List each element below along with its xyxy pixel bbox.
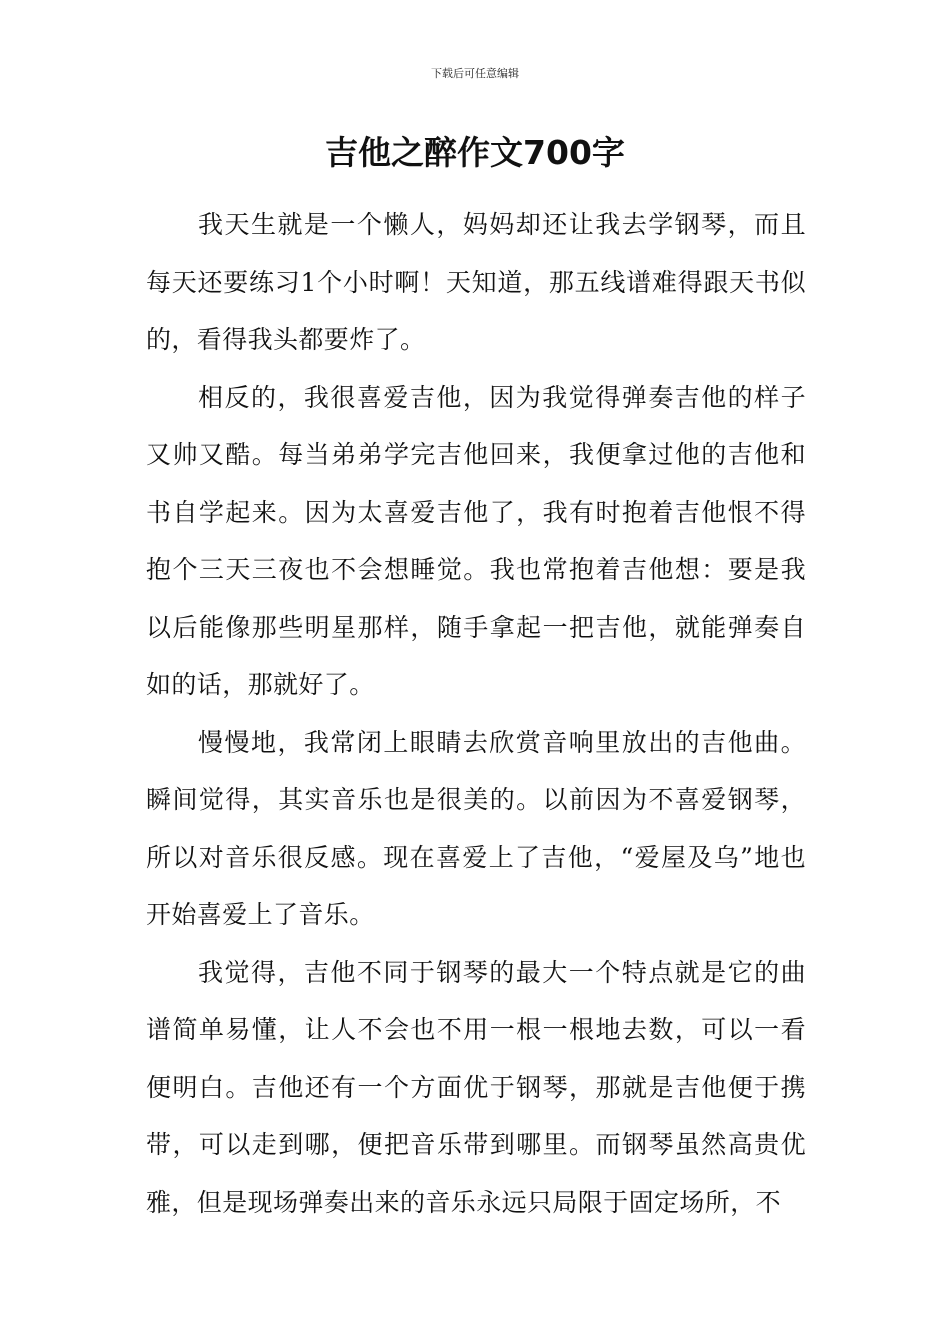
paragraph-4: 我觉得，吉他不同于钢琴的最大一个特点就是它的曲谱简单易懂，让人不会也不用一根一根地去数，可以一看便明白。吉他还有一个方面优于钢琴，那就是吉他便于携带，可以走到哪，便把音乐带到哪里。而钢琴虽然高贵优雅，但是现场弹奏出来的音乐永远只局限于固定场所，不 [146, 957, 806, 1217]
header-note: 下载后可任意编辑 [431, 67, 519, 80]
paragraph-1: 我天生就是一个懒人，妈妈却还让我去学钢琴，而且每天还要练习1个小时啊！天知道，那五线谱难得跟天书似的，看得我头都要炸了。 [146, 210, 806, 354]
document-title: 吉他之醉作文700字 [325, 133, 625, 172]
document-body [146, 196, 806, 1231]
paragraph-2: 相反的，我很喜爱吉他，因为我觉得弹奏吉他的样子又帅又酷。每当弟弟学完吉他回来，我便拿过他的吉他和书自学起来。因为太喜爱吉他了，我有时抱着吉他恨不得抱个三天三夜也不会想睡觉。我也常抱着吉他想：要是我以后能像那些明星那样，随手拿起一把吉他，就能弹奏自如的话，那就好了。 [146, 382, 806, 699]
paragraph-3: 慢慢地，我常闭上眼睛去欣赏音响里放出的吉他曲。瞬间觉得，其实音乐也是很美的。以前因为不喜爱钢琴，所以对音乐很反感。现在喜爱上了吉他，“爱屋及乌”地也开始喜爱上了音乐。 [146, 727, 806, 929]
